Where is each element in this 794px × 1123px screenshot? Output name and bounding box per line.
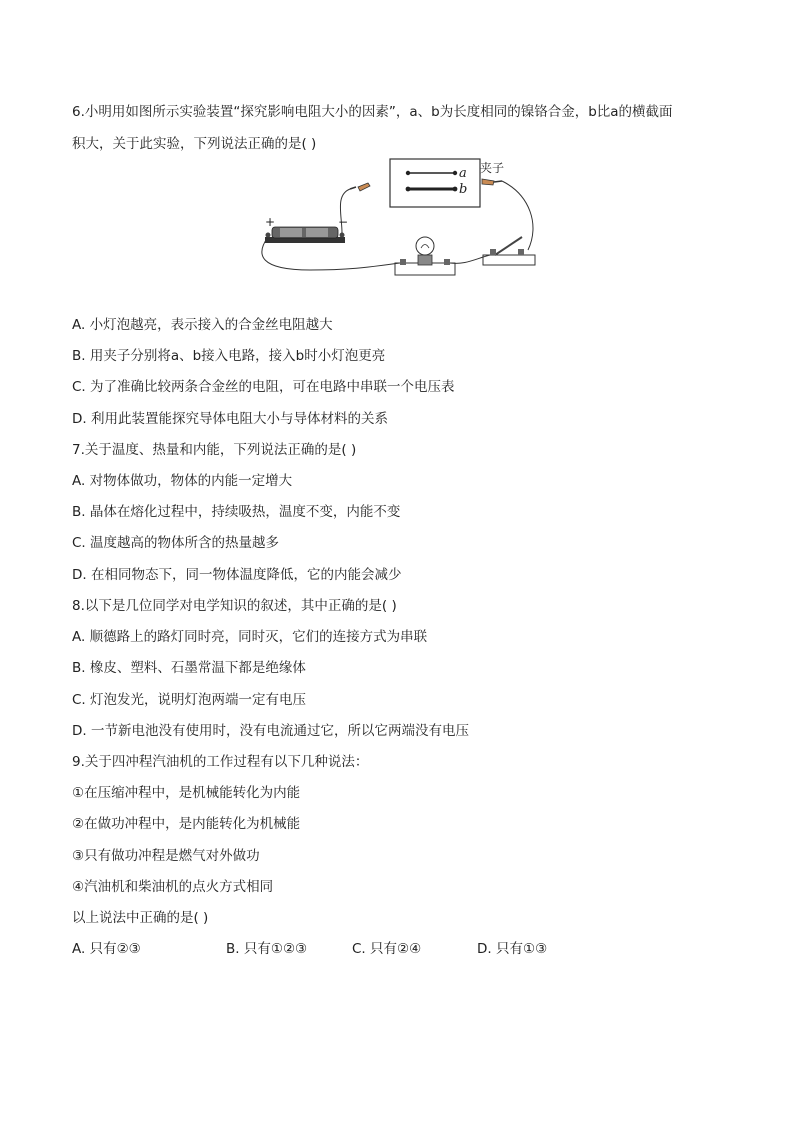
clip-label: 夹子 xyxy=(480,161,505,175)
battery-minus-label: − xyxy=(338,215,349,229)
circuit-figure xyxy=(250,155,550,290)
switch-base xyxy=(483,255,535,265)
q8-option-c: C. 灯泡发光，说明灯泡两端一定有电压 xyxy=(72,692,307,708)
q9-conclusion: 以上说法中正确的是( ) xyxy=(72,910,209,926)
q7-option-d: D. 在相同物态下，同一物体温度降低，它的内能会减少 xyxy=(72,567,402,583)
q7-option-b: B. 晶体在熔化过程中，持续吸热，温度不变，内能不变 xyxy=(72,504,401,520)
q9-option-a: A. 只有②③ xyxy=(72,941,141,957)
q8-option-a: A. 顺德路上的路灯同时亮，同时灭，它们的连接方式为串联 xyxy=(72,629,428,645)
q9-statement-3: ③只有做功冲程是燃气对外做功 xyxy=(72,848,260,864)
q9-option-b: B. 只有①②③ xyxy=(226,941,308,957)
q9-statement-2: ②在做功冲程中，是内能转化为机械能 xyxy=(72,816,301,832)
q7-option-a: A. 对物体做功，物体的内能一定增大 xyxy=(72,473,293,489)
q6-option-c: C. 为了准确比较两条合金丝的电阻，可在电路中串联一个电压表 xyxy=(72,379,455,395)
wire-b-label: b xyxy=(459,182,468,197)
q8-option-d: D. 一节新电池没有使用时，没有电流通过它，所以它两端没有电压 xyxy=(72,723,469,739)
q6-option-d: D. 利用此装置能探究导体电阻大小与导体材料的关系 xyxy=(72,411,388,427)
q7-option-c: C. 温度越高的物体所含的热量越多 xyxy=(72,535,280,551)
q6-option-b: B. 用夹子分别将a、b接入电路，接入b时小灯泡更亮 xyxy=(72,348,386,364)
light-bulb-icon xyxy=(416,237,434,255)
wire-a-label: a xyxy=(459,166,467,181)
q8-option-b: B. 橡皮、塑料、石墨常温下都是绝缘体 xyxy=(72,660,306,676)
q9-stem: 9.关于四冲程汽油机的工作过程有以下几种说法： xyxy=(72,754,369,770)
q6-stem-line2: 积大，关于此实验，下列说法正确的是( ) xyxy=(72,136,317,152)
q7-stem: 7.关于温度、热量和内能，下列说法正确的是( ) xyxy=(72,442,357,458)
q9-option-c: C. 只有②④ xyxy=(352,941,422,957)
switch-icon xyxy=(495,237,522,255)
q9-statement-1: ①在压缩冲程中，是机械能转化为内能 xyxy=(72,785,301,801)
q9-statement-4: ④汽油机和柴油机的点火方式相同 xyxy=(72,879,274,895)
battery-plus-label: + xyxy=(265,215,276,229)
right-clip-icon xyxy=(482,179,494,185)
q6-option-a: A. 小灯泡越亮，表示接入的合金丝电阻越大 xyxy=(72,317,333,333)
q9-option-d: D. 只有①③ xyxy=(477,941,548,957)
left-clip-icon xyxy=(358,183,370,191)
q6-stem-line1: 6.小明用如图所示实验装置“探究影响电阻大小的因素”，a、b为长度相同的镍铬合金，b比a的横截面 xyxy=(72,104,673,120)
circuit-diagram xyxy=(250,155,550,290)
q8-stem: 8.以下是几位同学对电学知识的叙述，其中正确的是( ) xyxy=(72,598,397,614)
